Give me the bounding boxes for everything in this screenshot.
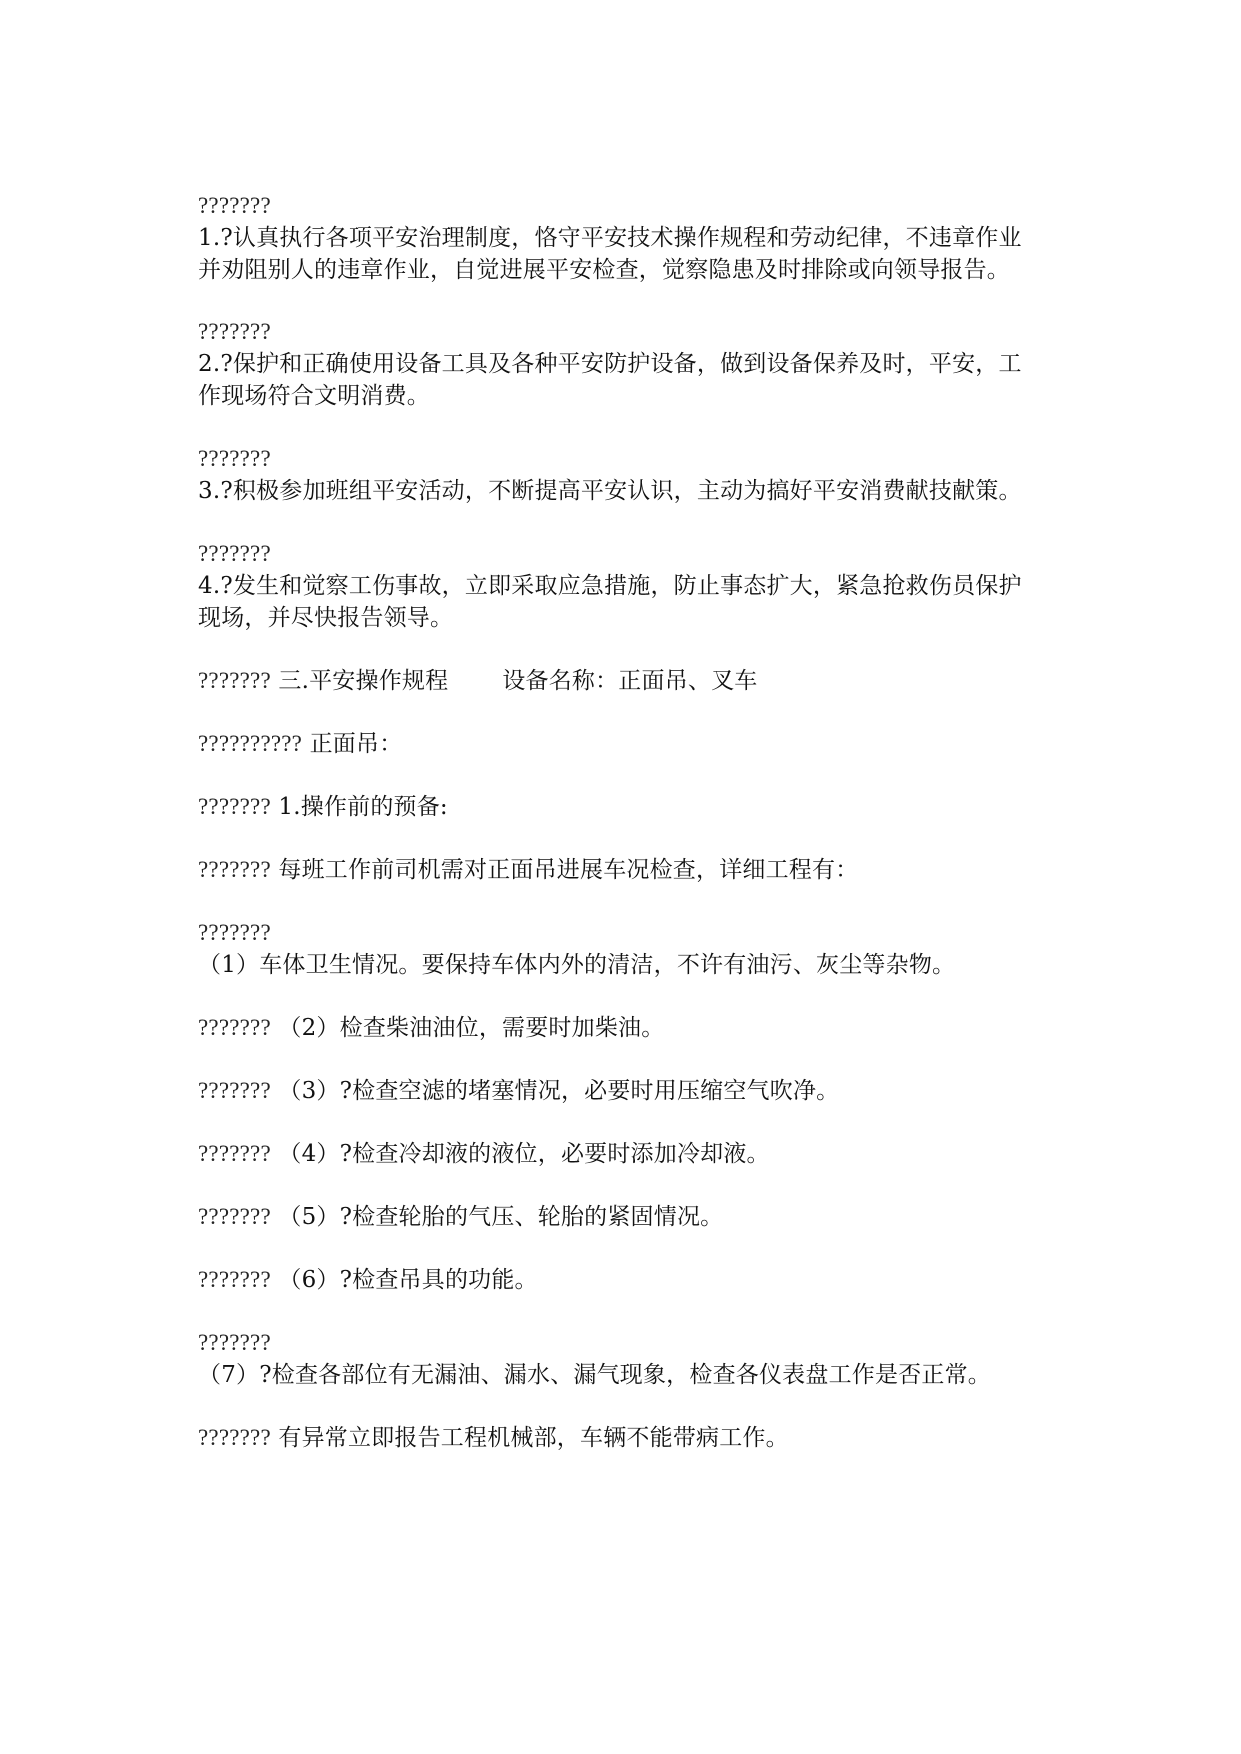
paragraph-text: 2.?保护和正确使用设备工具及各种平安防护设备，做到设备保养及时，平安，工作现场符合文明消费。 (198, 351, 1022, 409)
closing-note (198, 1422, 1030, 1454)
checklist-item-6 (198, 1264, 1030, 1296)
checklist-item-prefix: ??????? (198, 1204, 271, 1229)
checklist-item-4 (198, 1138, 1030, 1170)
checklist-item-5 (198, 1201, 1030, 1233)
checklist-item-text: （5）?检查轮胎的气压、轮胎的紧固情况。 (278, 1204, 724, 1230)
checklist-item-text: （4）?检查冷却液的液位，必要时添加冷却液。 (278, 1141, 770, 1167)
checklist-item-text: （7）?检查各部位有无漏油、漏水、漏气现象，检查各仪表盘工作是否正常。 (198, 1362, 991, 1388)
closing-note-text: 有异常立即报告工程机械部，车辆不能带病工作。 (278, 1425, 789, 1451)
prep-intro (198, 854, 1030, 886)
paragraph-3 (198, 443, 1030, 507)
paragraph-prefix: ??????? (198, 446, 271, 471)
subheading-text: 正面吊： (309, 731, 403, 757)
subheading (198, 728, 1030, 760)
paragraph-prefix: ??????? (198, 319, 271, 344)
checklist-item-prefix: ??????? (198, 920, 271, 945)
checklist-item-text: （6）?检查吊具的功能。 (278, 1267, 538, 1293)
prep-heading-text: 1.操作前的预备: (278, 794, 448, 820)
subheading-prefix: ?????????? (198, 731, 303, 756)
prep-heading-prefix: ??????? (198, 794, 271, 819)
checklist-item-prefix: ??????? (198, 1015, 271, 1040)
prep-intro-text: 每班工作前司机需对正面吊进展车况检查，详细工程有： (278, 857, 859, 883)
checklist-item-prefix: ??????? (198, 1078, 271, 1103)
checklist-item-7 (198, 1327, 1030, 1391)
prep-intro-prefix: ??????? (198, 857, 271, 882)
document-body (198, 190, 1030, 1485)
paragraph-4 (198, 538, 1030, 634)
closing-note-prefix: ??????? (198, 1425, 271, 1450)
paragraph-text: 3.?积极参加班组平安活动，不断提高平安认识，主动为搞好平安消费献技献策。 (198, 478, 1022, 504)
paragraph-text: 1.?认真执行各项平安治理制度，恪守平安技术操作规程和劳动纪律，不违章作业并劝阻别人的违章作业，自觉进展平安检查，觉察隐患及时排除或向领导报告。 (198, 225, 1022, 283)
checklist-item-3 (198, 1075, 1030, 1107)
checklist-item-prefix: ??????? (198, 1141, 271, 1166)
equipment-name: 设备名称：正面吊、叉车 (502, 668, 758, 694)
paragraph-prefix: ??????? (198, 541, 271, 566)
section-heading (198, 665, 1030, 697)
paragraph-prefix: ??????? (198, 193, 271, 218)
paragraph-text: 4.?发生和觉察工伤事故，立即采取应急措施，防止事态扩大，紧急抢救伤员保护现场，并尽快报告领导。 (198, 573, 1022, 631)
prep-heading (198, 791, 1030, 823)
checklist-item-text: （2）检查柴油油位，需要时加柴油。 (278, 1015, 665, 1041)
checklist-item-prefix: ??????? (198, 1330, 271, 1355)
section-heading-prefix: ??????? (198, 668, 271, 693)
paragraph-1 (198, 190, 1030, 286)
section-heading-title: 三.平安操作规程 (278, 668, 449, 694)
checklist-item-2 (198, 1012, 1030, 1044)
checklist-item-1 (198, 917, 1030, 981)
paragraph-2 (198, 316, 1030, 412)
checklist-item-text: （3）?检查空滤的堵塞情况，必要时用压缩空气吹净。 (278, 1078, 840, 1104)
checklist-item-text: （1）车体卫生情况。要保持车体内外的清洁，不许有油污、灰尘等杂物。 (198, 952, 956, 978)
checklist-item-prefix: ??????? (198, 1267, 271, 1292)
